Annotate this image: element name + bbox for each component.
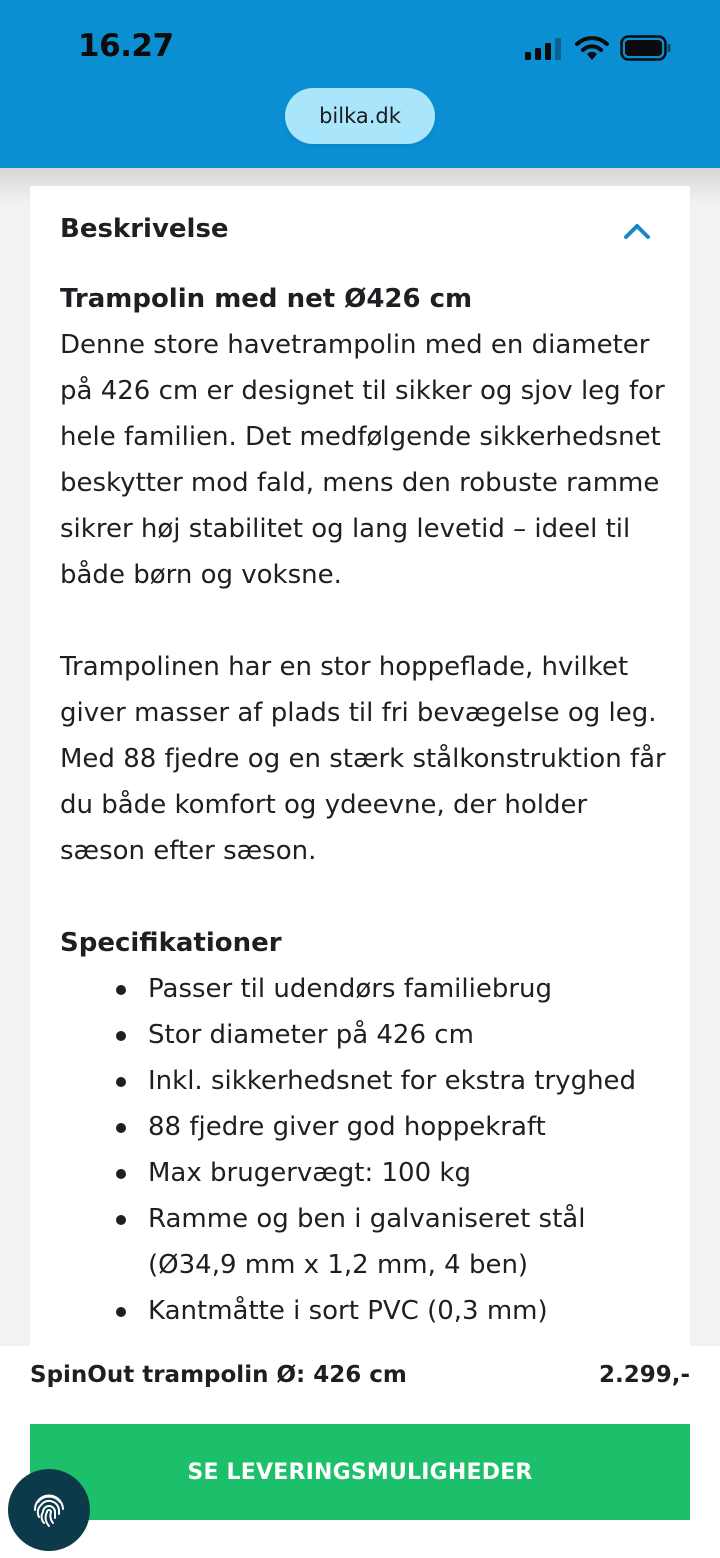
browser-header [0,0,720,168]
fingerprint-icon [29,1490,69,1530]
url-text: bilka.dk [319,104,401,128]
chevron-up-icon[interactable] [622,220,652,242]
spec-item: Stor diameter på 426 cm [60,1012,670,1058]
delivery-options-label: SE LEVERINGSMULIGHEDER [187,1459,533,1485]
description-content [60,276,670,1334]
section-title-beskrivelse[interactable]: Beskrivelse [60,214,229,244]
paragraph-spacer [60,598,670,644]
delivery-options-button[interactable] [30,1424,690,1520]
description-paragraph-2: Trampolinen har en stor hoppeflade, hvilket giver masser af plads til fri bevægelse og leg. Med 88 fjedre og en stærk stålkonstruktion får du både komfort og ydeevne, der holder sæson efter sæson. [60,652,666,866]
spec-item: Max brugervægt: 100 kg [60,1150,670,1196]
paragraph-spacer [60,874,670,920]
spec-item: Passer til udendørs familiebrug [60,966,670,1012]
description-paragraph-1: Denne store havetrampolin med en diameter på 426 cm er designet til sikker og sjov leg for hele familien. Det medfølgende sikkerhedsnet beskytter mod fald, mens den robuste ramme sikrer høj stabilitet og lang levetid – ideel til både børn og voksne. [60,330,665,590]
specs-heading: Specifikationer [60,928,282,958]
specs-list [60,966,670,1334]
wifi-icon [575,35,609,61]
product-price: 2.299,- [598,1362,690,1388]
fingerprint-button[interactable] [8,1469,90,1551]
status-time: 16.27 [78,28,174,64]
spec-item: Kantmåtte i sort PVC (0,3 mm) [60,1288,670,1334]
spec-item: Inkl. sikkerhedsnet for ekstra tryghed [60,1058,670,1104]
battery-icon [620,35,672,61]
product-heading: Trampolin med net Ø426 cm [60,284,473,314]
spec-item: 88 fjedre giver god hoppekraft [60,1104,670,1150]
spec-item: Ramme og ben i galvaniseret stål (Ø34,9 mm x 1,2 mm, 4 ben) [60,1196,670,1288]
cellular-signal-icon [525,38,563,60]
url-bar[interactable] [285,88,435,144]
product-name: SpinOut trampolin Ø: 426 cm [30,1362,407,1388]
